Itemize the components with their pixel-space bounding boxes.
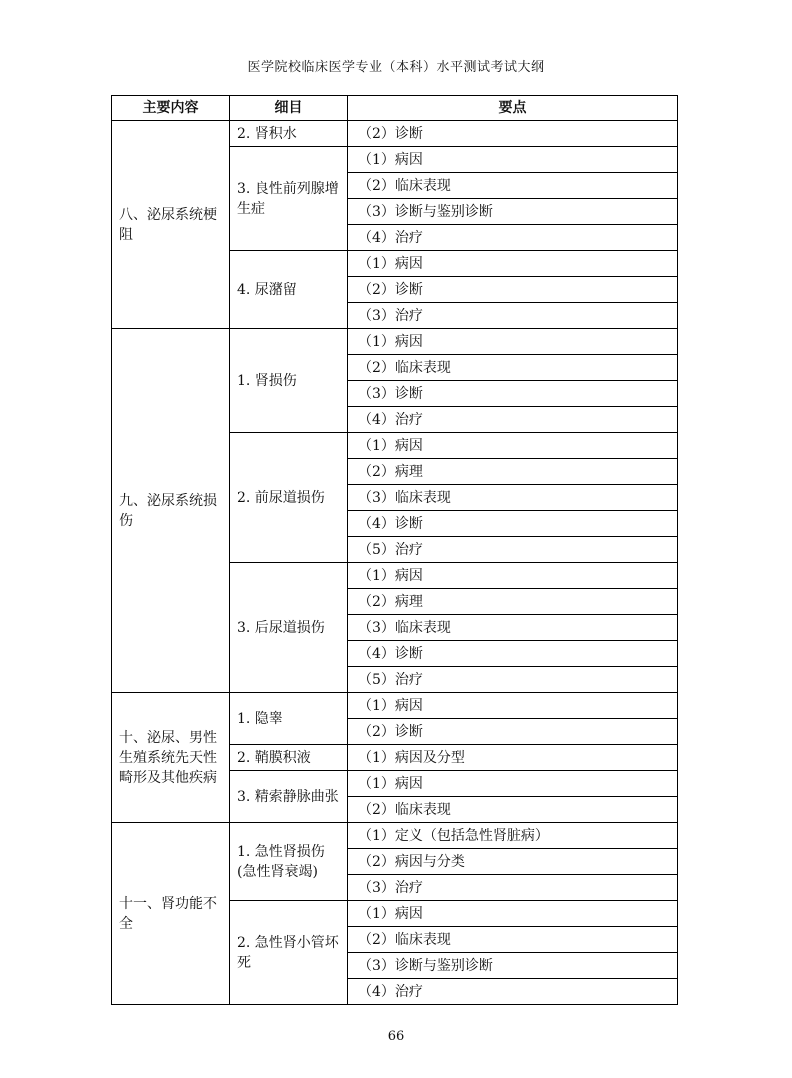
key-point-cell: （4）治疗 [348, 407, 678, 433]
key-point-cell: （2）诊断 [348, 121, 678, 147]
table-row [112, 823, 678, 849]
main-content-cell: 九、泌尿系统损伤 [112, 329, 230, 693]
detail-cell: 3. 精索静脉曲张 [230, 771, 348, 823]
column-header-main-content: 主要内容 [112, 96, 230, 121]
detail-cell: 1. 急性肾损伤(急性肾衰竭) [230, 823, 348, 901]
key-point-cell: （4）治疗 [348, 979, 678, 1005]
key-point-cell: （4）治疗 [348, 225, 678, 251]
column-header-key-points: 要点 [348, 96, 678, 121]
table-body [112, 121, 678, 1005]
table-row [112, 693, 678, 719]
detail-cell: 3. 良性前列腺增生症 [230, 147, 348, 251]
key-point-cell: （3）临床表现 [348, 615, 678, 641]
key-point-cell: （2）临床表现 [348, 927, 678, 953]
key-point-cell: （2）病理 [348, 589, 678, 615]
key-point-cell: （1）病因及分型 [348, 745, 678, 771]
key-point-cell: （1）病因 [348, 329, 678, 355]
key-point-cell: （2）病理 [348, 459, 678, 485]
key-point-cell: （1）病因 [348, 251, 678, 277]
main-content-cell: 十一、肾功能不全 [112, 823, 230, 1005]
key-point-cell: （1）病因 [348, 433, 678, 459]
detail-cell: 4. 尿潴留 [230, 251, 348, 329]
key-point-cell: （5）治疗 [348, 667, 678, 693]
key-point-cell: （2）病因与分类 [348, 849, 678, 875]
key-point-cell: （3）治疗 [348, 875, 678, 901]
detail-cell: 2. 急性肾小管坏死 [230, 901, 348, 1005]
key-point-cell: （2）临床表现 [348, 355, 678, 381]
table-row [112, 121, 678, 147]
key-point-cell: （3）诊断 [348, 381, 678, 407]
key-point-cell: （5）治疗 [348, 537, 678, 563]
key-point-cell: （1）病因 [348, 771, 678, 797]
detail-cell: 3. 后尿道损伤 [230, 563, 348, 693]
key-point-cell: （2）临床表现 [348, 797, 678, 823]
detail-cell: 1. 肾损伤 [230, 329, 348, 433]
detail-cell: 2. 肾积水 [230, 121, 348, 147]
column-header-detail: 细目 [230, 96, 348, 121]
page-number: 66 [387, 1029, 405, 1044]
key-point-cell: （3）临床表现 [348, 485, 678, 511]
detail-cell: 1. 隐睾 [230, 693, 348, 745]
detail-cell: 2. 鞘膜积液 [230, 745, 348, 771]
table-row [112, 329, 678, 355]
main-content-cell: 八、泌尿系统梗阻 [112, 121, 230, 329]
key-point-cell: （1）病因 [348, 563, 678, 589]
key-point-cell: （1）病因 [348, 901, 678, 927]
exam-outline-table [111, 95, 678, 1005]
key-point-cell: （1）定义（包括急性肾脏病） [348, 823, 678, 849]
table-header-row [112, 96, 678, 121]
main-content-cell: 十、泌尿、男性生殖系统先天性畸形及其他疾病 [112, 693, 230, 823]
key-point-cell: （3）诊断与鉴别诊断 [348, 953, 678, 979]
detail-cell: 2. 前尿道损伤 [230, 433, 348, 563]
key-point-cell: （1）病因 [348, 693, 678, 719]
key-point-cell: （1）病因 [348, 147, 678, 173]
key-point-cell: （2）临床表现 [348, 173, 678, 199]
key-point-cell: （3）治疗 [348, 303, 678, 329]
key-point-cell: （3）诊断与鉴别诊断 [348, 199, 678, 225]
key-point-cell: （2）诊断 [348, 719, 678, 745]
key-point-cell: （2）诊断 [348, 277, 678, 303]
key-point-cell: （4）诊断 [348, 641, 678, 667]
key-point-cell: （4）诊断 [348, 511, 678, 537]
page-header: 医学院校临床医学专业（本科）水平测试考试大纲 [247, 60, 545, 75]
